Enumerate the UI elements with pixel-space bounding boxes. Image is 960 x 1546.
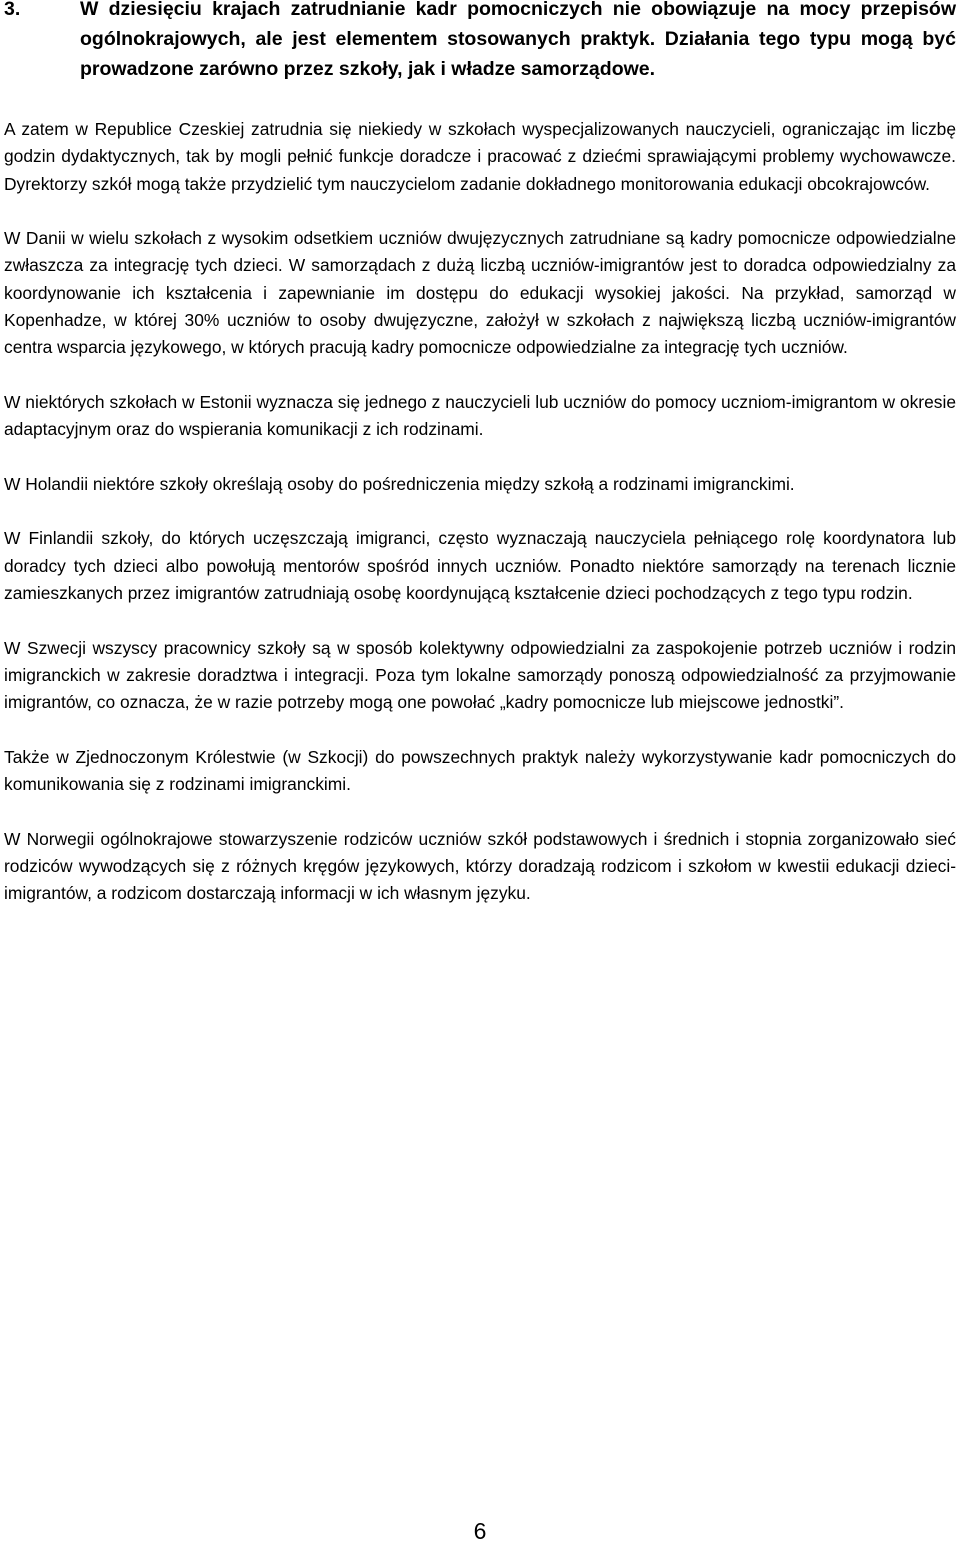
paragraph-denmark: W Danii w wielu szkołach z wysokim odsetkiem uczniów dwujęzycznych zatrudniane są kadry pomocnicze odpowiedzialne zwłaszcza za integrację tych dzieci. W samorządach z dużą liczbą uczniów-imigrantów jest to doradca odpowiedzialny za koordynowanie ich kształcenia i zapewnianie im dostępu do edukacji wysokiej jakości. Na przykład, samorząd w Kopenhadze, w której 30% uczniów to osoby dwujęzyczne, założył w szkołach z największą liczbą uczniów-imigrantów centra wsparcia językowego, w których pracują kadry pomocnicze odpowiedzialne za integrację tych uczniów. <box>4 228 956 358</box>
paragraph-norway: W Norwegii ogólnokrajowe stowarzyszenie rodziców uczniów szkół podstawowych i średnich i stopnia zorganizowało sieć rodziców wywodzących się z różnych kręgów językowych, którzy doradzają rodzicom i szkołom w kwestii edukacji dzieci-imigrantów, a rodzicom dostarczają informacji w ich własnym języku. <box>4 828 956 904</box>
section-heading-text: W dziesięciu krajach zatrudnianie kadr pomocniczych nie obowiązuje na mocy przepisów ogólnokrajowych, ale jest elementem stosowanych praktyk. Działania tego typu mogą być prowadzone zarówno przez szkoły, jak i władze samorządowe. <box>80 0 956 80</box>
section-heading <box>4 0 956 84</box>
paragraph-estonia: W niektórych szkołach w Estonii wyznacza się jednego z nauczycieli lub uczniów do pomocy uczniom-imigrantom w okresie adaptacyjnym oraz do wspierania komunikacji z ich rodzinami. <box>4 391 956 440</box>
section-number: 3. <box>4 0 21 20</box>
body-text <box>4 116 956 935</box>
paragraph-sweden: W Szwecji wszyscy pracownicy szkoły są w sposób kolektywny odpowiedzialni za zaspokojenie potrzeb uczniów i rodzin imigranckich w zakresie doradztwa i integracji. Poza tym lokalne samorządy ponoszą odpowiedzialność za przyjmowanie imigrantów, co oznacza, że w razie potrzeby mogą one powołać „kadry pomocnicze lub miejscowe jednostki”. <box>4 637 956 713</box>
paragraph-czech-republic: A zatem w Republice Czeskiej zatrudnia się niekiedy w szkołach wyspecjalizowanych nauczycieli, ograniczając im liczbę godzin dydaktycznych, tak by mogli pełnić funkcje doradcze i pracować z dziećmi sprawiającymi problemy wychowawcze. Dyrektorzy szkół mogą także przydzielić tym nauczycielom zadanie dokładnego monitorowania edukacji obcokrajowców. <box>4 119 956 194</box>
page-number: 6 <box>473 1518 487 1544</box>
paragraph-netherlands: W Holandii niektóre szkoły określają osoby do pośredniczenia między szkołą a rodzinami imigranckimi. <box>4 473 795 494</box>
paragraph-finland: W Finlandii szkoły, do których uczęszczają imigranci, często wyznaczają nauczyciela pełniącego rolę koordynatora lub doradcy tych dzieci albo powołują mentorów spośród innych uczniów. Ponadto niektóre samorządy na terenach licznie zamieszkanych przez imigrantów zatrudniają osobę koordynującą kształcenie dzieci pochodzących z tego typu rodzin. <box>4 528 956 604</box>
paragraph-united-kingdom: Także w Zjednoczonym Królestwie (w Szkocji) do powszechnych praktyk należy wykorzystywanie kadr pomocniczych do komunikowania się z rodzinami imigranckimi. <box>4 746 956 795</box>
